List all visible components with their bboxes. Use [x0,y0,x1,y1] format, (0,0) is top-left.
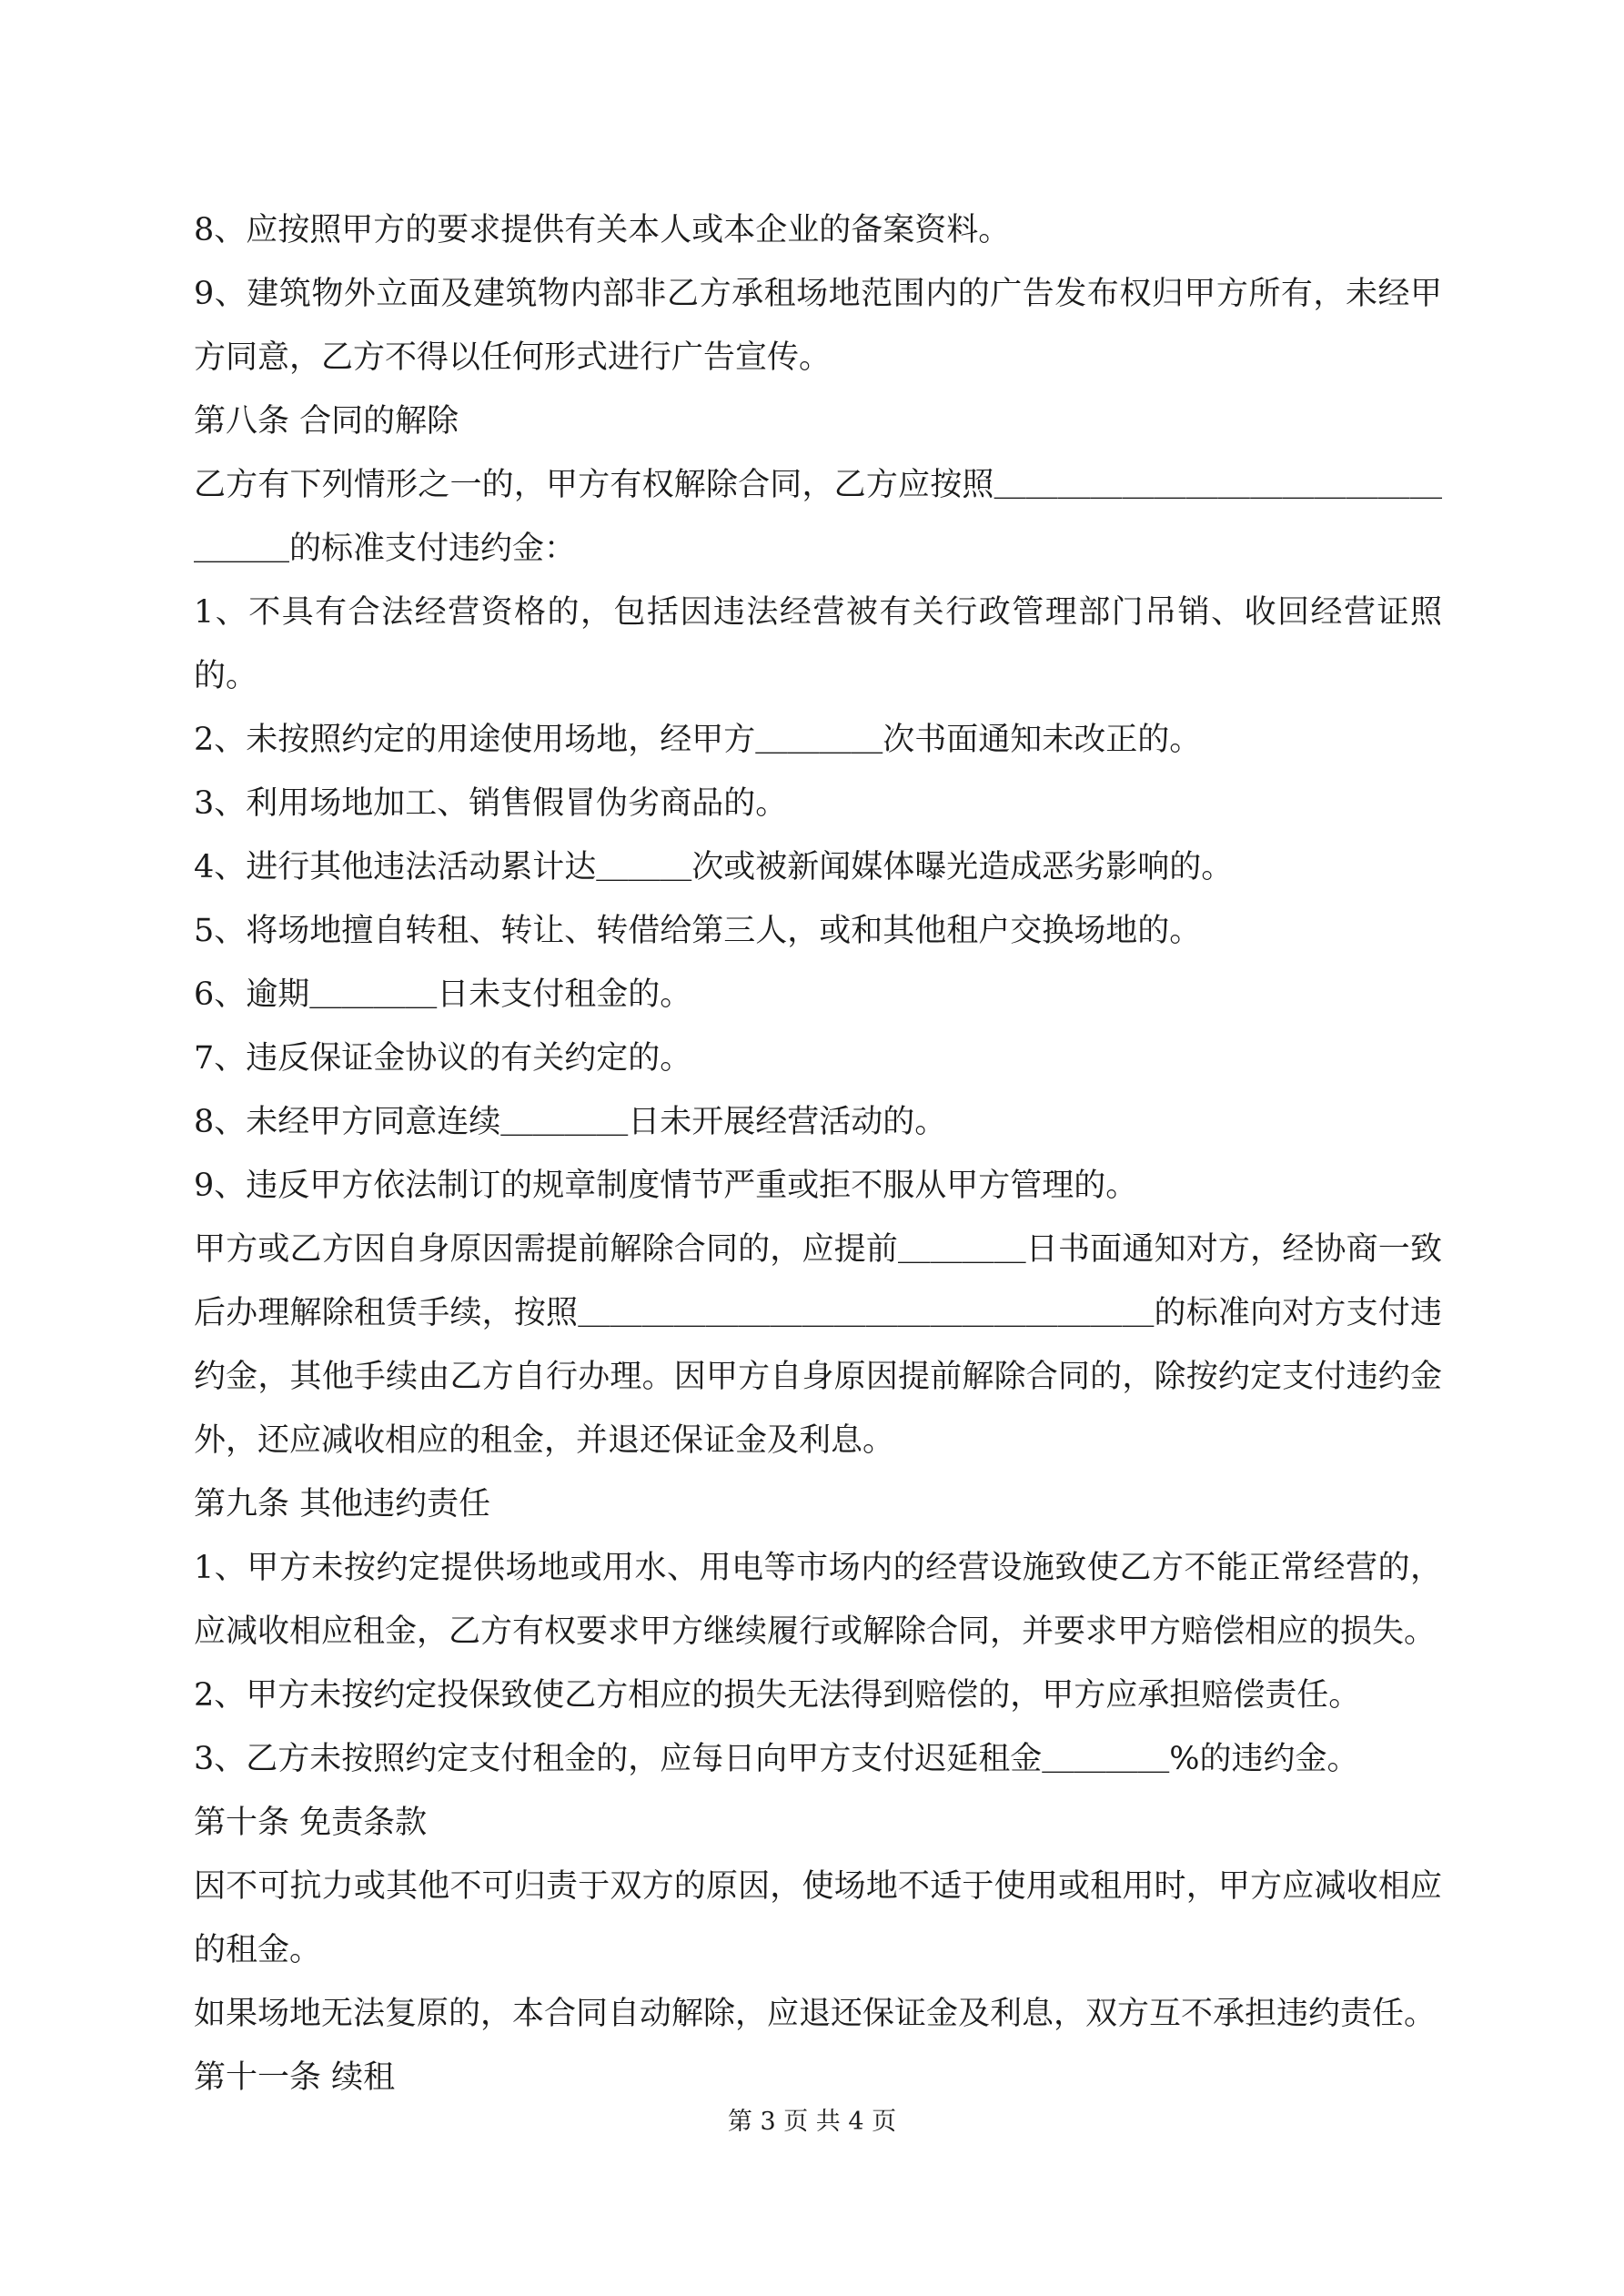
clause-paragraph: 4、进行其他违法活动累计达＿＿＿次或被新闻媒体曝光造成恶劣影响的。 [194,849,1234,885]
clause-paragraph: 因不可抗力或其他不可归责于双方的原因，使场地不适于使用或租用时，甲方应减收相应的租金。 [194,1868,1442,1968]
clause-paragraph: 如果场地无法复原的，本合同自动解除，应退还保证金及利息，双方互不承担违约责任。 [194,1996,1437,2032]
clause-paragraph: 3、利用场地加工、销售假冒伪劣商品的。 [194,785,788,822]
clause-paragraph: 3、乙方未按照约定支付租金的，应每日向甲方支付迟延租金＿＿＿＿%的违约金。 [194,1741,1359,1777]
document-body [194,198,1442,2109]
clause-paragraph: 1、不具有合法经营资格的，包括因违法经营被有关行政管理部门吊销、收回经营证照的。 [194,594,1442,694]
clause-paragraph: 6、逾期＿＿＿＿日未支付租金的。 [194,976,692,1013]
clause-paragraph: 5、将场地擅自转租、转让、转借给第三人，或和其他租户交换场地的。 [194,913,1202,949]
section-heading: 第八条 合同的解除 [194,403,459,440]
page-number: 第 3 页 共 4 页 [727,2108,897,2136]
clause-paragraph: 9、违反甲方依法制订的规章制度情节严重或拒不服从甲方管理的。 [194,1168,1138,1204]
clause-paragraph: 甲方或乙方因自身原因需提前解除合同的，应提前＿＿＿＿日书面通知对方，经协商一致后办理解除租赁手续，按照＿＿＿＿＿＿＿＿＿＿＿＿＿＿＿＿＿＿的标准向对方支付违约金，其他手续由乙方自行办理。因甲方自身原因提前解除合同的，除按约定支付违约金外，还应减收相应的租金，并退还保证金及利息。 [194,1231,1442,1459]
clause-paragraph: 7、违反保证金协议的有关约定的。 [194,1040,692,1077]
clause-paragraph: 9、建筑物外立面及建筑物内部非乙方承租场地范围内的广告发布权归甲方所有，未经甲方同意，乙方不得以任何形式进行广告宣传。 [194,276,1442,376]
clause-paragraph: 2、甲方未按约定投保致使乙方相应的损失无法得到赔偿的，甲方应承担赔偿责任。 [194,1677,1361,1714]
clause-paragraph: 8、未经甲方同意连续＿＿＿＿日未开展经营活动的。 [194,1104,947,1140]
clause-paragraph: 2、未按照约定的用途使用场地，经甲方＿＿＿＿次书面通知未改正的。 [194,722,1202,758]
clause-paragraph: 乙方有下列情形之一的，甲方有权解除合同，乙方应按照＿＿＿＿＿＿＿＿＿＿＿＿＿＿＿＿＿的标准支付违约金： [194,467,1442,567]
section-heading: 第十一条 续租 [194,2059,396,2096]
clause-paragraph: 1、甲方未按约定提供场地或用水、用电等市场内的经营设施致使乙方不能正常经营的，应减收相应租金，乙方有权要求甲方继续履行或解除合同，并要求甲方赔偿相应的损失。 [194,1550,1442,1650]
section-heading: 第十条 免责条款 [194,1805,428,1841]
page-footer [0,2104,1624,2140]
clause-paragraph: 8、应按照甲方的要求提供有关本人或本企业的备案资料。 [194,212,1011,248]
section-heading: 第九条 其他违约责任 [194,1486,491,1522]
